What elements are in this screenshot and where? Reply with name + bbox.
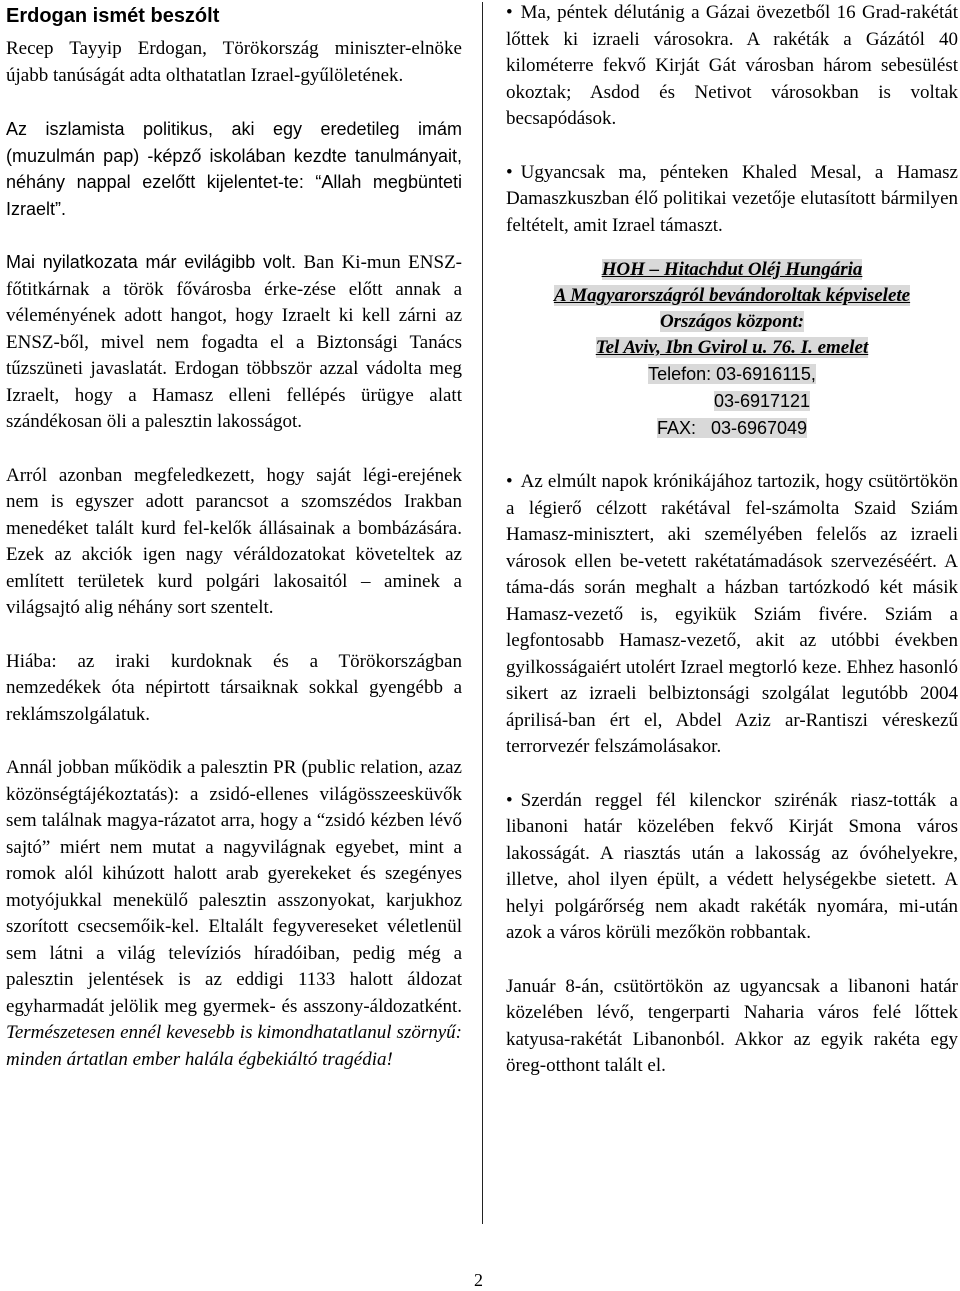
bullet-icon: • [506, 161, 513, 183]
paragraph-intro: Recep Tayyip Erdogan, Törökország miniszter-elnöke újabb tanúságát adta olthatatlan Izrael-gyűlöletének. [6, 38, 462, 86]
bullet-text: Az elmúlt napok krónikájához tartozik, hogy csütörtökön a légierő célzott rakétával fel-számolta Szaid Sziám Hamasz-minisztert, aki személyében felelős az izraeli városok ellen be-vetett rakétatámadások szervezéséért. A táma-dás során meghalt a házban tartózkodó két másik Hamasz-vezető is, egyikük Sziám fivére. Sziám a legfontosabb Hamasz-vezető, akit az utóbbi években gyilkosságaiért utolért Izrael megtorló keze. Ehhez hasonló sikert az izraeli belbiztonsági szolgálat legutóbb 2004 áprilisá-ban ért el, Abdel Aziz ar-Rantiszi véreskezű terrorvezér felszámolásakor. [506, 471, 958, 757]
paragraph-islamist: Az iszlamista politikus, aki egy eredetileg imám (muzulmán pap) -képző iskolában kezdte tanulmányait, néhány nappal ezelőtt kijelentet-te: “Allah megbünteti Izraelt”. [6, 119, 462, 219]
right-column [506, 0, 958, 1080]
bullet-text: Ugyancsak ma, pénteken Khaled Mesal, a Hamasz Damaszkuszban élő politikai vezetője elutasított bármilyen feltételt, amit Izrael támaszt. [506, 161, 958, 236]
paragraph-pr-italic: Természetesen ennél kevesebb is kimondhatatlanul szörnyű: minden ártatlan ember halála égbekiáltó tragédia! [6, 1022, 462, 1070]
bullet-siam [506, 469, 958, 761]
hoh-notice-box [506, 257, 958, 442]
bullet-grad-rockets [506, 0, 958, 133]
hoh-subtitle: A Magyarországról bevándoroltak képviselete [553, 285, 911, 306]
hoh-headquarters-label: Országos központ: [659, 311, 805, 332]
bullet-icon: • [506, 471, 513, 492]
bullet-icon: • [506, 789, 513, 811]
paragraph-statement [6, 249, 462, 436]
page-number: 2 [474, 1270, 483, 1290]
bullet-icon: • [506, 2, 513, 23]
bullet-kirjat-smona [506, 788, 958, 947]
hoh-fax: FAX: 03-6967049 [656, 418, 808, 438]
paragraph-naharia: Január 8-án, csütörtökön az ugyancsak a libanoni határ közelében lévő, tengerparti Naharia város felé lőttek katyusa-rakétát Libanonból. Akkor az egyik rakéta egy öreg-otthont talált el. [506, 975, 958, 1076]
article-heading: Erdogan ismét beszólt [6, 5, 220, 27]
left-column [6, 0, 462, 1073]
column-divider [482, 2, 483, 1224]
paragraph-airforce: Arról azonban megfeledkezett, hogy saját légi-erejének nem is egyszer adott parancsot a szomszédos Irakban menedéket talált kurd fel-kelők állásainak a bombázására. Ezek az akciók igen nagy véráldozatokat követeltek az említett területek kurd polgári lakosaitól – aminek a világsajtó alig néhány sort szentelt. [6, 464, 462, 618]
hoh-phone-1: Telefon: 03-6916115, [648, 364, 816, 384]
paragraph-kurds: Hiába: az iraki kurdoknak és a Törökországban nemzedékek óta népirtott társaiknak sokkal gyengébb a reklámszolgálatuk. [6, 650, 462, 725]
hoh-phone-2: 03-6917121 [713, 391, 811, 411]
paragraph-pr [6, 755, 462, 1073]
paragraph-pr-body: Annál jobban működik a palesztin PR (public relation, azaz közönségtájékoztatás): a zsidó-ellenes világösszeesküvők sem találnak magya-rázatot arra, hogy a “zsidó kézben lévő sajtó” miért nem mutat a nagyvilágnak egyebet, mint a romok alól kihúzott halott arab gyerekeket és szegényes motyójukkal menekülő palesztin asszonyokat, karjukhoz szorított csecsemőik-kel. Eltalált fegyvereseket véletlenül sem látni a világ televíziós híradóiban, pedig még a palesztin jelentések is az eddigi 1133 halott áldozat egyharmadát jelölik meg gyermek- és asszony-áldozatként. [6, 757, 462, 1017]
paragraph-statement-lead: Mai nyilatkozata már evilágibb volt. [6, 252, 297, 272]
bullet-text: Ma, péntek délutánig a Gázai övezetből 16 Grad-rakétát lőttek ki izraeli városokra. A rakéták a Gázától 40 kilométerre fekvő Kirját Gát városban három sebesülést okoztak; Asdod és Netivot városokban is voltak becsapódások. [506, 2, 958, 129]
bullet-text: Szerdán reggel fél kilenckor szirénák riasz-tották a libanoni határ közelében fekvő Kirját Smona város lakosságát. A riasztás után a lakosság az óvóhelyekre, illetve, ahol ilyen épült, a védett helységekbe sietett. A helyi polgárőrség nem akadt rakéták nyomára, mi-után azok a város körüli mezőkön robbantak. [506, 789, 958, 943]
hoh-address: Tel Aviv, Ibn Gvirol u. 76. I. emelet [595, 337, 869, 358]
paragraph-statement-body: Ban Ki-mun ENSZ-főtitkárnak a török fővárosba érke-zése előtt annak a véleményének adott hangot, hogy Izraelt ki kell zárni az ENSZ-ből, mivel nem fogadta el a Biztonsági Tanács tűzszüneti javaslatát. Erdogan többször azzal vádolta meg Izraelt, hogy a Hamasz elleni fellépés ürügye alatt szándékosan öli a palesztin lakosságot. [6, 252, 462, 432]
hoh-title: HOH – Hitachdut Oléj Hungária [601, 259, 863, 280]
bullet-mesal [506, 160, 958, 240]
